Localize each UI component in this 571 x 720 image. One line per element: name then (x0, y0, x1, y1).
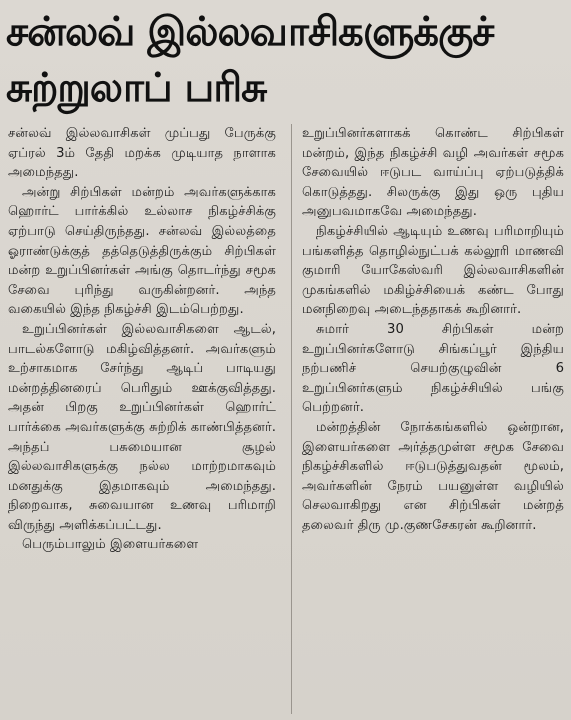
paragraph: உறுப்பினர்களாகக் கொண்ட சிற்பிகள் மன்றம், இந்த நிகழ்ச்சி வழி அவர்கள் சமூக சேவையில் ஈடுபட வாய்ப்பு ஏற்படுத்திக் கொடுத்தது. சிலருக்கு இது ஒரு புதிய அனுபவமாகவே அமைந்தது. (302, 126, 564, 220)
article-column-right (302, 124, 564, 535)
article-column-left (8, 124, 276, 555)
paragraph: சுமார் 30 சிற்பிகள் மன்ற உறுப்பினர்களோடு சிங்கப்பூர் இந்திய நற்பணிச் செயற்குழுவின் 6 உறுப்பினர்களும் நிகழ்ச்சியில் பங்கு பெற்றனர். (302, 321, 564, 416)
column-divider (291, 124, 292, 714)
paragraph: பெரும்பாலும் இளையர்களை (22, 537, 199, 553)
paragraph: சன்லவ் இல்லவாசிகள் முப்பது பேருக்கு ஏப்ரல் 3ம் தேதி மறக்க முடியாத நாளாக அமைந்தது. (8, 126, 276, 181)
paragraph: உறுப்பினர்கள் இல்லவாசிகளை ஆடல், பாடல்களோடு மகிழ்வித்தனர். அவர்களும் உற்சாகமாக சேர்ந்து ஆடிப் பாடியது மன்றத்தினரைப் பெரிதும் ஊக்குவித்தது. அதன் பிறகு உறுப்பினர்கள் ஹொர்ட் பார்க்கை அவர்களுக்கு சுற்றிக் காண்பித்தனர். அந்தப் பசுமையான சூழல் இல்லவாசிகளுக்கு நல்ல மாற்றமாகவும் மனதுக்கு இதமாகவும் அமைந்தது. நிறைவாக, சுவையான உணவு பரிமாறி விருந்து அளிக்கப்பட்டது. (8, 321, 276, 533)
headline (6, 4, 565, 116)
headline-line-1: சன்லவ் இல்லவாசிகளுக்குச் (6, 9, 494, 55)
paragraph: நிகழ்ச்சியில் ஆடியும் உணவு பரிமாறியும் பங்களித்த தொழில்நுட்பக் கல்லூரி மாணவி குமாரி யோகேஸ்வரி இல்லவாசிகளின் முகங்களில் மகிழ்ச்சியைக் கண்ட போது மனநிறைவு அடைந்ததாகக் கூறினார். (302, 223, 564, 318)
paragraph: மன்றத்தின் நோக்கங்களில் ஒன்றான, இளையர்களை அர்த்தமுள்ள சமூக சேவை நிகழ்ச்சிகளில் ஈடுபடுத்துவதன் மூலம், அவர்களின் நேரம் பயனுள்ள வழியில் செலவாகிறது என சிற்பிகள் மன்றத் தலைவர் திரு மு.குணசேகரன் கூறினார். (302, 419, 564, 533)
paragraph: அன்று சிற்பிகள் மன்றம் அவர்களுக்காக ஹொர்ட் பார்க்கில் உல்லாச நிகழ்ச்சிக்கு ஏற்பாடு செய்திருந்தது. சன்லவ் இல்லத்தை ஓராண்டுக்குத் தத்தெடுத்திருக்கும் சிற்பிகள் மன்ற உறுப்பினர்கள் அங்கு தொடர்ந்து சமூக சேவை புரிந்து வருகின்றனர். அந்த வகையில் இந்த நிகழ்ச்சி இடம்பெற்றது. (8, 184, 276, 318)
headline-line-2: சுற்றுலாப் பரிசு (6, 65, 267, 111)
